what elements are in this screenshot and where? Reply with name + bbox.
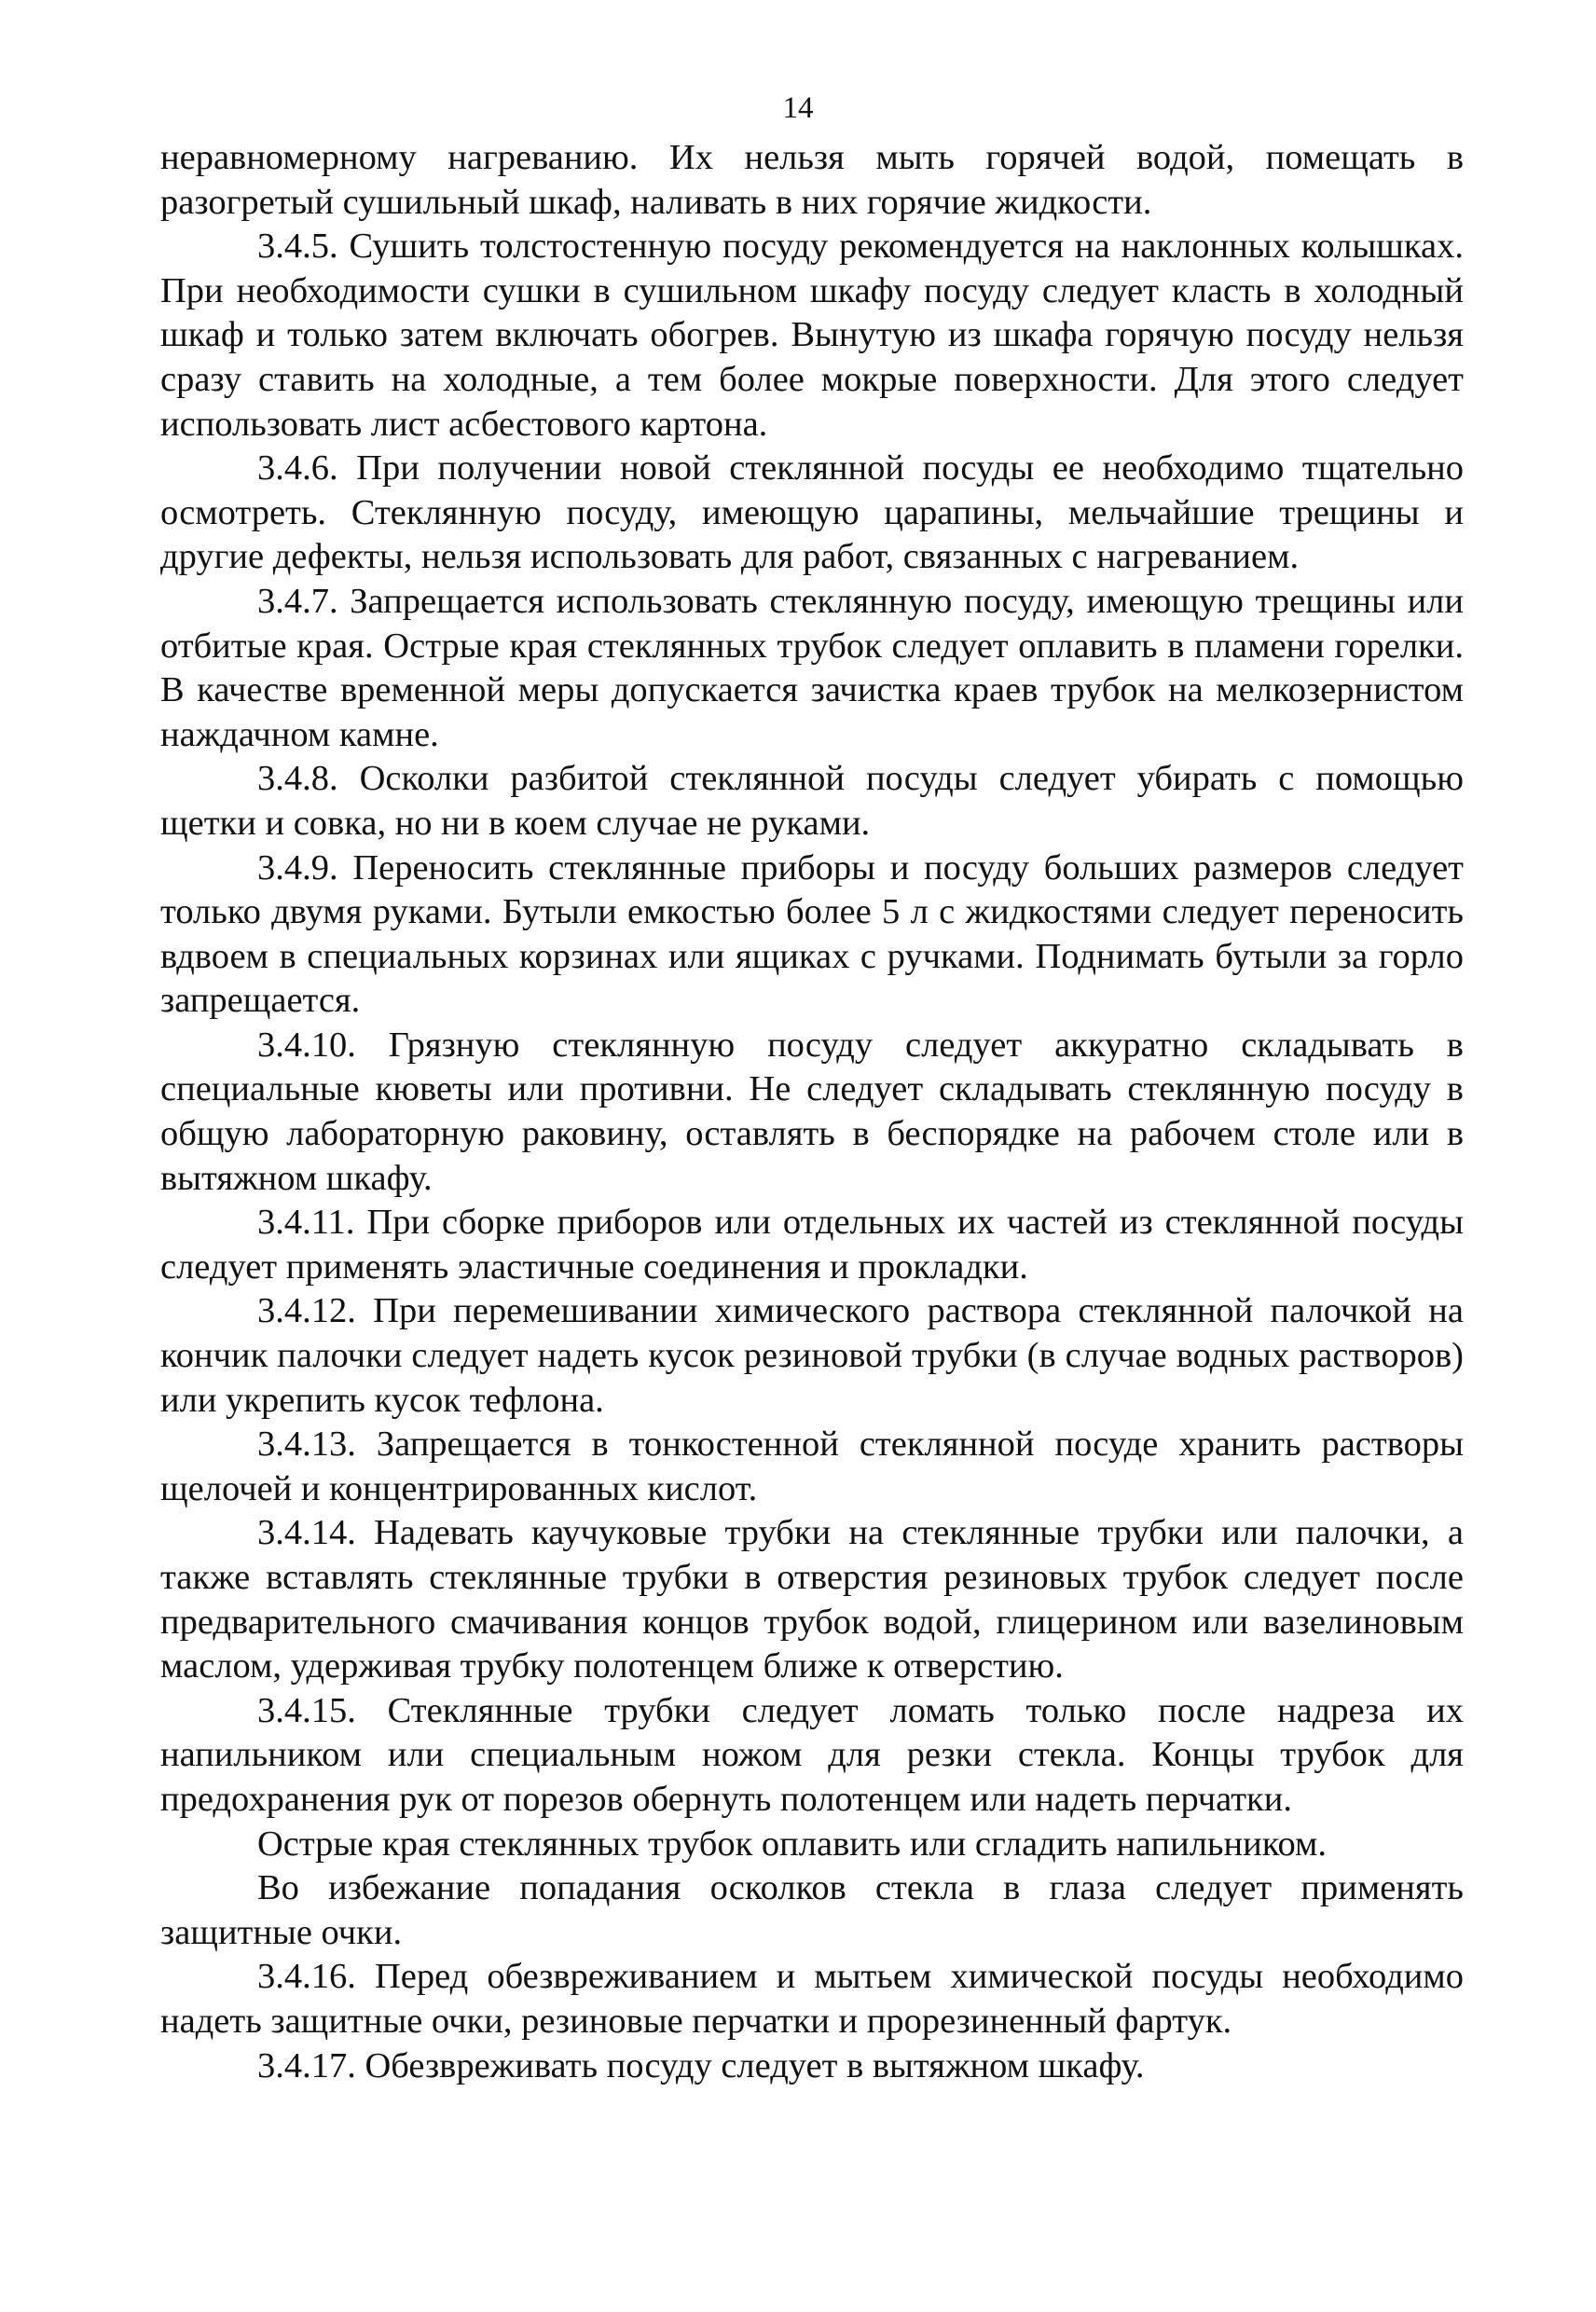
paragraph-3-4-7: 3.4.7. Запрещается использовать стеклянную посуду, имеющую трещины или отбитые края. Острые края стеклянных трубок следует оплавить в пламени горелки. В качестве временной меры допускается зачистка краев трубок на мелкозернистом наждачном камне. <box>160 581 1464 754</box>
paragraph-3-4-5: 3.4.5. Сушить толстостенную посуду рекомендуется на наклонных колышках. При необходимости сушки в сушильном шкафу посуду следует класть в холодный шкаф и только затем включать обогрев. Вынутую из шкафа горячую посуду нельзя сразу ставить на холодные, а тем более мокрые поверхности. Для этого следует использовать лист асбестового картона. <box>160 227 1464 444</box>
page-number: 14 <box>782 91 814 125</box>
paragraph-continuation: неравномерному нагреванию. Их нельзя мыть горячей водой, помещать в разогретый сушильный шкаф, наливать в них горячие жидкости. <box>160 138 1464 222</box>
paragraph-eye-protection: Во избежание попадания осколков стекла в глаза следует применять защитные очки. <box>160 1868 1464 1952</box>
paragraph-3-4-15: 3.4.15. Стеклянные трубки следует ломать только после надреза их напильником или специальным ножом для резки стекла. Концы трубок для предохранения рук от порезов обернуть полотенцем или надеть перчатки. <box>160 1690 1464 1819</box>
paragraph-3-4-9: 3.4.9. Переносить стеклянные приборы и посуду больших размеров следует только двумя руками. Бутыли емкостью более 5 л с жидкостями следует переносить вдвоем в специальных корзинах или ящиках с ручками. Поднимать бутыли за горло запрещается. <box>160 847 1464 1021</box>
paragraph-3-4-6: 3.4.6. При получении новой стеклянной посуды ее необходимо тщательно осмотреть. Стеклянную посуду, имеющую царапины, мельчайшие трещины и другие дефекты, нельзя использовать для работ, связанных с нагреванием. <box>160 448 1464 577</box>
paragraph-3-4-14: 3.4.14. Надевать каучуковые трубки на стеклянные трубки или палочки, а также вставлять стеклянные трубки в отверстия резиновых трубок следует после предварительного смачивания концов трубок водой, глицерином или вазелиновым маслом, удерживая трубку полотенцем ближе к отверстию. <box>160 1513 1464 1686</box>
paragraph-3-4-12: 3.4.12. При перемешивании химического раствора стеклянной палочкой на кончик палочки следует надеть кусок резиновой трубки (в случае водных растворов) или укрепить кусок тефлона. <box>160 1291 1464 1420</box>
paragraph-3-4-11: 3.4.11. При сборке приборов или отдельных их частей из стеклянной посуды следует применять эластичные соединения и прокладки. <box>160 1203 1464 1287</box>
paragraph-3-4-13: 3.4.13. Запрещается в тонкостенной стеклянной посуде хранить растворы щелочей и концентрированных кислот. <box>160 1424 1464 1508</box>
paragraph-3-4-10: 3.4.10. Грязную стеклянную посуду следует аккуратно складывать в специальные кюветы или противни. Не следует складывать стеклянную посуду в общую лабораторную раковину, оставлять в беспорядке на рабочем столе или в вытяжном шкафу. <box>160 1025 1464 1198</box>
paragraph-3-4-17: 3.4.17. Обезвреживать посуду следует в вытяжном шкафу. <box>257 2045 1145 2085</box>
paragraph-3-4-8: 3.4.8. Осколки разбитой стеклянной посуды следует убирать с помощью щетки и совка, но ни в коем случае не руками. <box>160 759 1464 843</box>
document-body <box>160 136 1464 2088</box>
paragraph-sharp-edges: Острые края стеклянных трубок оплавить или сгладить напильником. <box>257 1823 1327 1864</box>
paragraph-3-4-16: 3.4.16. Перед обезвреживанием и мытьем химической посуды необходимо надеть защитные очки, резиновые перчатки и прорезиненный фартук. <box>160 1957 1464 2041</box>
